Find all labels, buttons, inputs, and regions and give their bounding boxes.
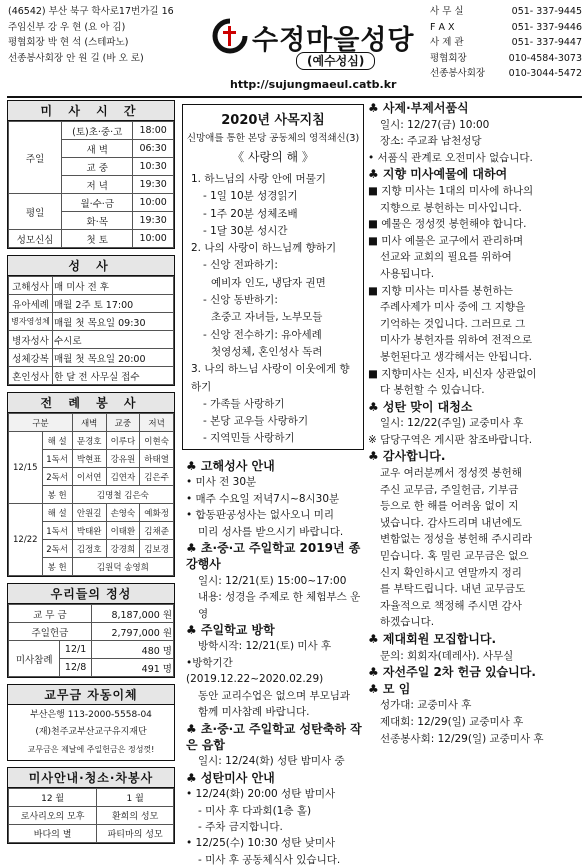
pastor: 주임신부 강 우 현 (요 아 김): [8, 21, 126, 33]
cell: 바다의 별: [9, 825, 97, 843]
notice-line: 함께 미사참례 바랍니다.: [198, 706, 310, 719]
list-subitem: - 1주 20분 성체조배: [203, 207, 298, 220]
notice-line: 신지 확인하시고 연말까지 정리: [380, 566, 522, 579]
notice-heading: ♣ 주일학교 방학: [186, 623, 275, 638]
notice-line: ■ 예물은 정성껏 봉헌해야 합니다.: [368, 218, 527, 231]
cell: 1독서: [42, 522, 72, 540]
notice-line: ■ 미사 예물은 교구에서 관리하며: [368, 234, 524, 247]
cell: 김명철 김은숙: [72, 486, 173, 504]
contact-label: 평협회장: [430, 52, 467, 64]
policy-item: 2. 나의 사랑이 하느님께 향하기: [191, 242, 337, 255]
cell: 2독서: [42, 468, 72, 486]
cell: (토)초·중·고: [62, 122, 133, 140]
cell: 박태완: [72, 522, 106, 540]
middle-notices: [186, 458, 364, 868]
notice-line: 변함없는 정성을 봉헌해 주시리라: [380, 533, 533, 546]
cell: 주일헌금: [9, 623, 92, 641]
policy-subtitle: 신망애를 통한 본당 공동체의 영적쇄신(3): [186, 133, 360, 144]
cell: 매월 첫 목요일 09:30: [53, 313, 174, 331]
notice-line: 일시: 12/27(금) 10:00: [380, 118, 490, 131]
cell: 김연자: [106, 468, 140, 486]
church-logo-icon: [212, 18, 248, 54]
cell: 한 달 전 사무실 접수: [53, 367, 174, 385]
sacrament-table: [8, 276, 174, 385]
notice-heading: ♣ 초·중·고 주일학교 2019년 종강행사: [186, 541, 361, 572]
cell: 고해성사: [9, 277, 53, 295]
parish-title: 수정마을성당: [252, 25, 415, 56]
notice-line: ※ 담당구역은 게시판 참조바랍니다.: [368, 433, 533, 446]
notice-line: 기억하는 것입니다. 그러므로 그: [380, 317, 526, 330]
policy-item: 3. 나의 하느님 사랑이 이웃에게 향하기: [191, 363, 350, 393]
cell: 하태열: [140, 450, 174, 468]
notice-heading: ♣ 감사합니다.: [368, 449, 446, 464]
cell: 새벽: [72, 414, 106, 432]
cell: 수시로: [53, 331, 174, 349]
header-left: [8, 4, 208, 66]
contact-list: [430, 4, 582, 82]
notice-line: 일시: 12/21(토) 15:00~17:00: [198, 574, 347, 587]
cell: 매월 2주 토 17:00: [53, 295, 174, 313]
cell: 480 명: [91, 641, 173, 659]
contact-number: 010-3044-5472: [508, 68, 582, 79]
cell: 10:00: [133, 194, 174, 212]
sacraments: [7, 255, 175, 386]
contact-number: 051- 337-9445: [511, 6, 582, 17]
notice-line: 믿습니다. 혹 밀린 교무금은 없으: [380, 550, 529, 563]
notice-line: 동안 교리수업은 없으며 부모님과: [198, 689, 351, 702]
cell: 1독서: [42, 450, 72, 468]
account-holder: (재)천주교부산교구유지재단: [35, 727, 147, 737]
cell: 491 명: [91, 659, 173, 677]
cell: 12/15: [9, 432, 43, 504]
policy-item: 1. 하느님의 사랑 안에 머물기: [191, 173, 326, 185]
cell: 첫 토: [62, 230, 133, 248]
notice-line: 문의: 회회자(데레사). 사무실: [380, 649, 514, 662]
contact-number: 051- 337-9446: [511, 21, 582, 33]
cell: 혼인성사: [9, 367, 53, 385]
notice-heading: ♣ 고해성사 안내: [186, 459, 275, 473]
list-subitem: - 미사 후 다과회(1층 홀): [198, 804, 312, 817]
notice-line: ■ 지향 미사는 미사를 봉헌하는: [368, 284, 513, 297]
guide-table: [8, 788, 174, 843]
council-head: 평협회장 박 현 석 (스테파노): [8, 37, 129, 48]
cell: 2독서: [42, 540, 72, 558]
cell: 12 월: [9, 789, 97, 807]
notice-heading: ♣ 사제·부제서품식: [368, 101, 469, 115]
transfer-note: 교무금은 제날에 주일헌금은 정성껏!: [27, 745, 155, 754]
cell: 이루다: [106, 432, 140, 450]
notice-line: 내용: 성경을 주제로 한 체험부스 운영: [198, 591, 361, 620]
notice-line: • 서품식 관계로 오전미사 없습니다.: [368, 151, 533, 164]
liturgy-service: [7, 392, 175, 577]
cell: 김보경: [140, 540, 174, 558]
cell: 06:30: [133, 140, 174, 158]
notice-line: 일시: 12/24(화) 성탄 밤미사 중: [198, 755, 345, 768]
notice-line: 교우 여러분께서 정성껏 봉헌해: [380, 467, 522, 480]
notice-line: 주례사제가 미사 중에 그 지향을: [380, 301, 526, 314]
cell: 월·수·금: [62, 194, 133, 212]
notice-line: 를 부탁드립니다. 내년 교무금도: [380, 583, 526, 596]
liturgy-title: 전 례 봉 사: [8, 393, 174, 413]
mass-guide: [7, 767, 175, 844]
liturgy-table: [8, 413, 174, 576]
cell: 구분: [9, 414, 73, 432]
cell: 이태환: [106, 522, 140, 540]
notice-heading: ♣ 자선주일 2차 헌금 있습니다.: [368, 665, 536, 680]
notice-heading: ♣ 지향 미사예물에 대하여: [368, 167, 508, 182]
notice-line: 초중고 자녀들, 노부모들: [211, 311, 323, 324]
cell: 평일: [9, 194, 62, 230]
notice-line: 예비자 인도, 냉담자 권면: [211, 276, 326, 289]
notice-line: 다 봉헌할 수 있습니다.: [380, 384, 485, 397]
list-subitem: - 신앙 전파하기:: [203, 259, 278, 272]
pastoral-policy: [182, 104, 364, 450]
policy-theme: 《 사랑의 해 》: [232, 150, 314, 164]
policy-title: 2020년 사목지침: [221, 113, 325, 128]
notice-line: • 매주 수요일 저녁7시~8시30분: [186, 492, 340, 505]
policy-list: [183, 165, 363, 448]
cell: 19:30: [133, 176, 174, 194]
sacraments-title: 성 사: [8, 256, 174, 276]
cell: 2,797,000 원: [91, 623, 173, 641]
notice-line: 성가대: 교중미사 후: [380, 699, 472, 712]
list-subitem: - 가족들 사랑하기: [203, 397, 285, 410]
cell: 박현표: [72, 450, 106, 468]
notice-line: • 합동판공성사는 없사오니 미리: [186, 509, 335, 522]
cell: 김원덕 송영희: [72, 558, 173, 576]
notice-line: 냈습니다. 감사드리며 내년에도: [380, 516, 522, 529]
offering-table: [8, 604, 174, 677]
cell: 김은주: [140, 468, 174, 486]
notice-line: 봉헌된다고 생각해서는 안됩니다.: [380, 350, 533, 363]
cell: 봉 헌: [42, 486, 72, 504]
cell: 봉 헌: [42, 558, 72, 576]
cell: 강경희: [106, 540, 140, 558]
notice-line: ■ 지향 미사는 1대의 미사에 하나의: [368, 184, 534, 197]
notice-line: 주신 교무금, 주일헌금, 기부금: [380, 483, 519, 496]
cell: 김정호: [72, 540, 106, 558]
notice-line: 장소: 주교좌 남천성당: [380, 135, 482, 148]
mass-times-title: 미 사 시 간: [8, 101, 174, 121]
cell: 주일: [9, 122, 62, 194]
cell: 매 미사 전 후: [53, 277, 174, 295]
cell: 해 설: [42, 504, 72, 522]
cell: 1 월: [97, 789, 174, 807]
bank-account: 부산은행 113-2000-5558-04: [30, 710, 152, 720]
offerings: [7, 583, 175, 678]
transfer-title: 교무금 자동이체: [8, 685, 174, 705]
contact-label: F A X: [430, 21, 455, 33]
cell: 미사참례: [9, 641, 60, 677]
cell: 12/1: [60, 641, 91, 659]
cell: 교 중: [62, 158, 133, 176]
cell: 안원길: [72, 504, 106, 522]
cell: 이서연: [72, 468, 106, 486]
cell: 10:00: [133, 230, 174, 248]
cell: 파티마의 성모: [97, 825, 174, 843]
list-subitem: - 1일 10분 성경읽기: [203, 190, 298, 203]
cell: 교중: [106, 414, 140, 432]
mass-table: [8, 121, 174, 248]
contact-label: 사 제 관: [430, 37, 464, 48]
cell: 화·목: [62, 212, 133, 230]
cell: 18:00: [133, 122, 174, 140]
notice-line: 자율적으로 책정해 주시면 감사: [380, 599, 522, 612]
notice-line: 등으로 한 해를 어려움 없이 지: [380, 500, 519, 513]
right-notices: [368, 100, 582, 747]
list-subitem: - 주차 금지합니다.: [198, 820, 283, 833]
parish-url[interactable]: http://sujungmaeul.catb.kr: [230, 78, 397, 91]
list-subitem: - 본당 교우들 사랑하기: [203, 415, 309, 428]
cell: 새 벽: [62, 140, 133, 158]
contact-number: 051- 337-9447: [511, 37, 582, 48]
notice-line: 사용됩니다.: [380, 267, 435, 280]
cell: 교 무 금: [9, 605, 92, 623]
address: (46542) 부산 북구 학사로17번가길 16: [8, 6, 174, 17]
cell: 매월 첫 목요일 20:00: [53, 349, 174, 367]
funeral-head: 선종봉사회장 안 원 길 (바 오 로): [8, 52, 144, 64]
list-subitem: - 1달 30분 성시간: [203, 224, 288, 237]
cell: 문경호: [72, 432, 106, 450]
cell: 해 설: [42, 432, 72, 450]
notice-line: 하겠습니다.: [380, 616, 435, 629]
cell: 12/8: [60, 659, 91, 677]
parish-subtitle: (예수성심): [296, 52, 375, 70]
notice-heading: ♣ 성탄미사 안내: [186, 770, 275, 785]
notice-line: 미리 성사를 받으시기 바랍니다.: [198, 525, 344, 538]
notice-heading: ♣ 성탄 맞이 대청소: [368, 399, 473, 414]
cell: 예화정: [140, 504, 174, 522]
auto-transfer: [7, 684, 175, 761]
notice-line: 지향으로 봉헌하는 미사입니다.: [380, 201, 522, 214]
cell: 병자영성체: [9, 313, 53, 331]
cell: 성모신심: [9, 230, 62, 248]
contact-label: 선종봉사회장: [430, 68, 486, 79]
cell: 19:30: [133, 212, 174, 230]
header-divider: [7, 96, 582, 98]
notice-heading: ♣ 초·중·고 주일학교 성탄축하 작은 음합: [186, 721, 362, 752]
list-subitem: - 지역민들 사랑하기: [203, 432, 295, 445]
notice-line: 선종봉사회: 12/29(일) 교중미사 후: [380, 732, 544, 745]
cell: 환희의 성모: [97, 807, 174, 825]
cell: 병자성사: [9, 331, 53, 349]
cell: 손영숙: [106, 504, 140, 522]
contact-label: 사 무 실: [430, 6, 464, 17]
cell: 유아세례: [9, 295, 53, 313]
contact-number: 010-4584-3073: [508, 52, 582, 64]
notice-heading: ♣ 모 임: [368, 681, 411, 696]
notice-line: 미사가 봉헌자를 위하여 전적으로: [380, 334, 533, 347]
cell: 로사리오의 모후: [9, 807, 97, 825]
notice-line: 방학시작: 12/21(토) 미사 후: [198, 640, 332, 653]
cell: 이현숙: [140, 432, 174, 450]
notice-line: • 12/25(수) 10:30 성탄 낮미사: [186, 837, 336, 850]
list-subitem: - 신앙 동반하기:: [203, 294, 278, 307]
notice-line: • 미사 전 30분: [186, 476, 257, 489]
left-column: [7, 100, 175, 850]
notice-line: •방학기간(2019.12.22~2020.02.29): [186, 656, 324, 686]
cell: 10:30: [133, 158, 174, 176]
list-subitem: - 신앙 전수하기: 유아세례: [203, 328, 322, 341]
cell: 저 녁: [62, 176, 133, 194]
offerings-title: 우리들의 정성: [8, 584, 174, 604]
notice-line: 제대회: 12/29(일) 교중미사 후: [380, 715, 524, 728]
cell: 김채준: [140, 522, 174, 540]
notice-line: 일시: 12/22(주일) 교중미사 후: [380, 417, 524, 430]
cell: 성체강복: [9, 349, 53, 367]
cell: 저녁: [140, 414, 174, 432]
guide-title: 미사안내·청소·차봉사: [8, 768, 174, 788]
notice-line: 선교와 교회의 필요를 위하여: [380, 251, 512, 264]
list-subitem: - 미사 후 공동체식사 있습니다.: [198, 853, 341, 866]
notice-line: 첫영성체, 혼인성사 독려: [211, 345, 323, 358]
notice-heading: ♣ 제대회원 모집합니다.: [368, 632, 497, 646]
cell: 강유원: [106, 450, 140, 468]
mass-times: [7, 100, 175, 249]
cell: 8,187,000 원: [91, 605, 173, 623]
cell: 12/22: [9, 504, 43, 576]
notice-line: ■ 지향미사는 신자, 비신자 상관없이: [368, 367, 537, 380]
notice-line: • 12/24(화) 20:00 성탄 밤미사: [186, 788, 336, 801]
